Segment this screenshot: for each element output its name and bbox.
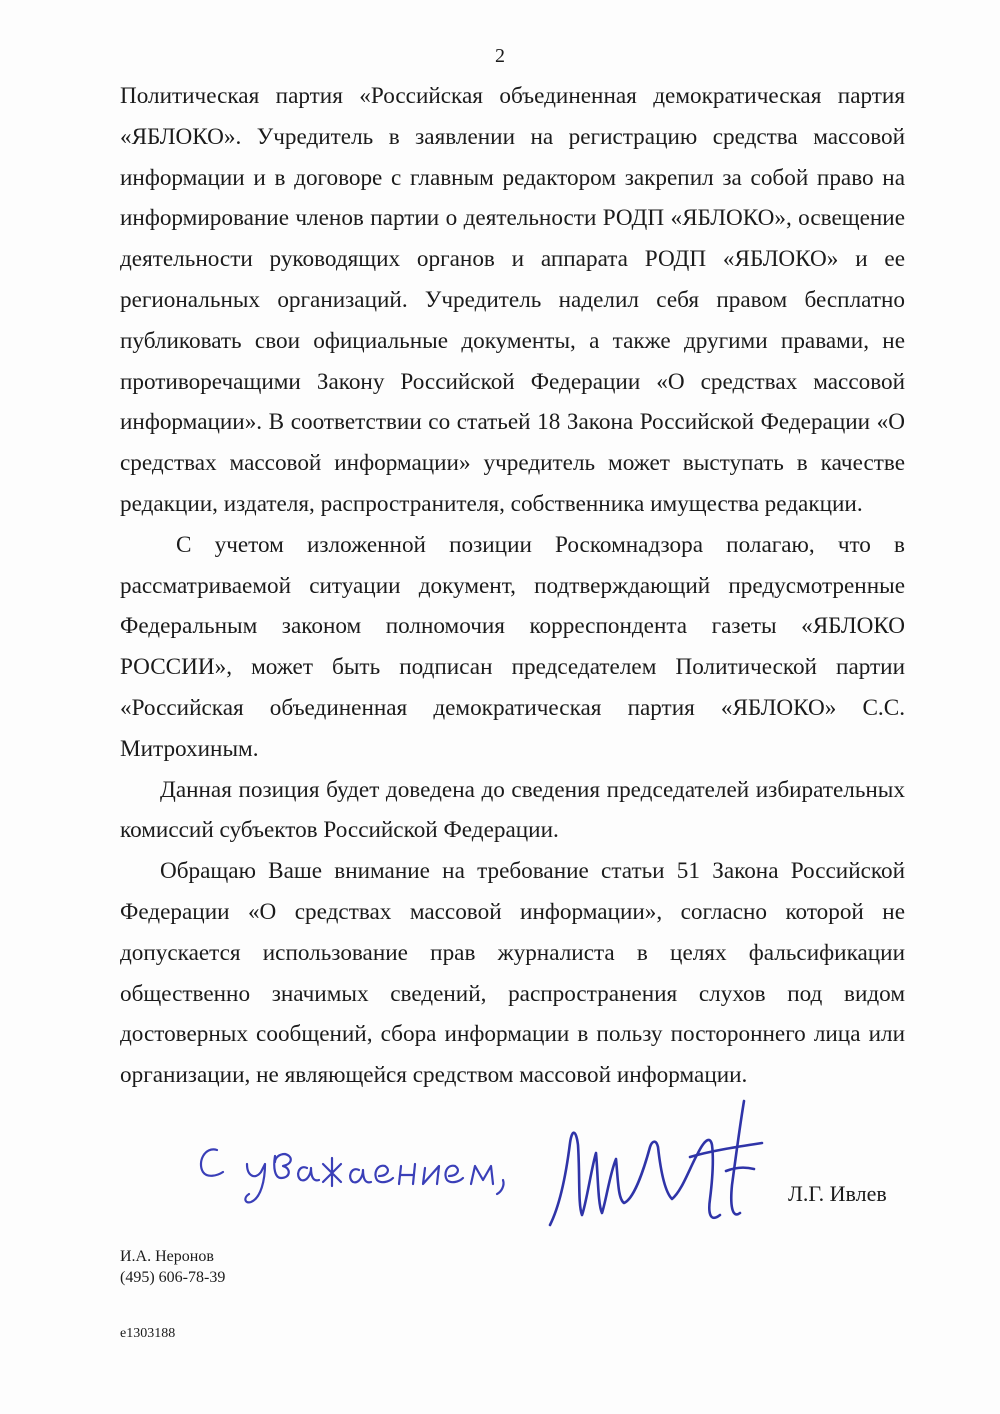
paragraph-notification: Данная позиция будет доведена до сведения председателей избирательных комиссий субъектов Российской Федерации. bbox=[120, 776, 905, 844]
signature-image bbox=[540, 1095, 780, 1245]
document-code: e1303188 bbox=[120, 1326, 176, 1341]
signer-name: Л.Г. Ивлев bbox=[788, 1181, 887, 1206]
letter-body bbox=[120, 76, 905, 1096]
paragraph-roskomnadzor-position: С учетом изложенной позиции Роскомнадзора полагаю, что в рассматриваемой ситуации документ, подтверждающий предусмотренные Федеральным законом полномочия корреспондента газеты «ЯБЛОКО РОССИИ», может быть подписан председателем Политической партии «Российская объединенная демократическая партия «ЯБЛОКО» С.С. Митрохиным. bbox=[120, 531, 905, 762]
executor-phone: (495) 606-78-39 bbox=[120, 1269, 226, 1286]
paragraph-article-51: Обращаю Ваше внимание на требование статьи 51 Закона Российской Федерации «О средствах массовой информации», согласно которой не допускается использование прав журналиста в целях фальсификации общественно значимых сведений, распространения слухов под видом достоверных сообщений, сбора информации в пользу постороннего лица или организации, не являющейся средством массовой информации. bbox=[120, 858, 905, 1089]
executor-block bbox=[120, 1246, 225, 1288]
executor-name: И.А. Неронов bbox=[120, 1248, 214, 1265]
handwritten-salutation bbox=[195, 1128, 535, 1228]
page-number: 2 bbox=[495, 45, 505, 67]
paragraph-founder-rights: Политическая партия «Российская объединенная демократическая партия «ЯБЛОКО». Учредитель в заявлении на регистрацию средства массовой информации и в договоре с главным редактором закрепил за собой право на информирование членов партии о деятельности РОДП «ЯБЛОКО», освещение деятельности руководящих органов и аппарата РОДП «ЯБЛОКО» и ее региональных организаций. Учредитель наделил себя правом бесплатно публиковать свои официальные документы, а также другими правами, не противоречащими Закону Российской Федерации «О средствах массовой информации». В соответствии со статьей 18 Закона Российской Федерации «О средствах массовой информации» учредитель может выступать в качестве редакции, издателя, распространителя, собственника имущества редакции. bbox=[120, 83, 905, 517]
